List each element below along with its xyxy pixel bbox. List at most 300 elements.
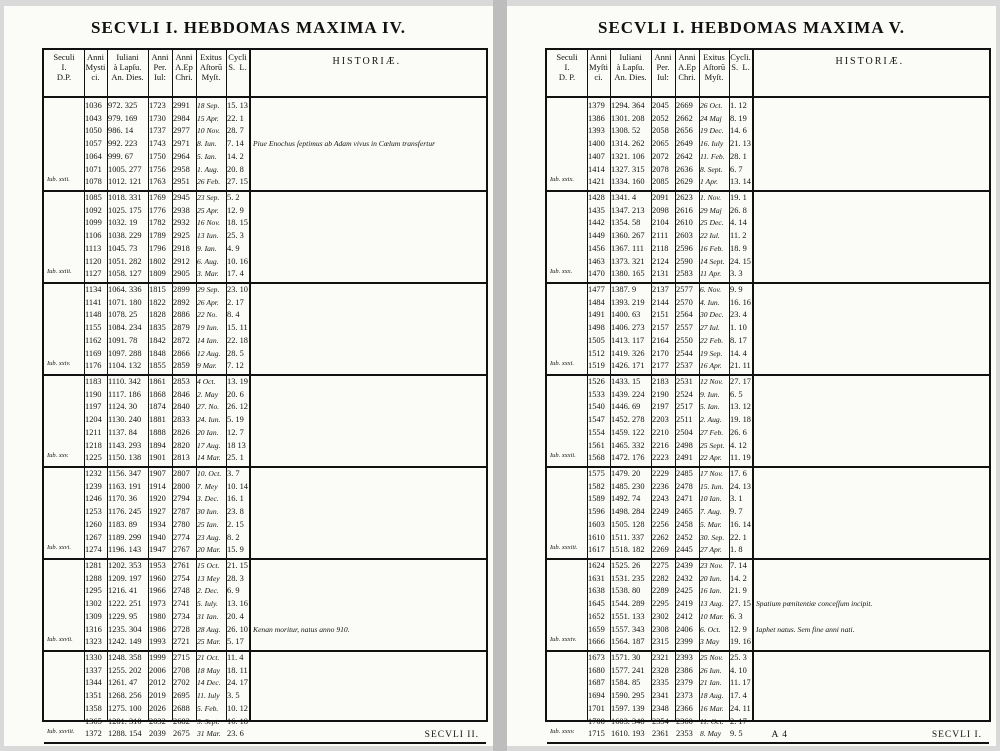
- table-cell: 2945: [173, 193, 190, 202]
- table-cell: 22 Iul.: [700, 231, 720, 241]
- table-cell: 1242. 149: [108, 637, 142, 647]
- table-cell: 2452: [676, 532, 693, 542]
- table-cell: 2091: [652, 193, 669, 202]
- table-cell: 28 Aug.: [197, 624, 221, 634]
- table-cell: 2964: [173, 151, 190, 161]
- table-cell: 2058: [652, 126, 669, 136]
- table-cell: 1078: [85, 177, 102, 187]
- table-cell: 28. 1: [730, 151, 747, 161]
- table-cell: 1590. 295: [611, 691, 645, 701]
- table-cell: 16. 16: [730, 297, 751, 307]
- table-cell: 10. Oct.: [197, 469, 222, 478]
- table-cell: 2151: [652, 310, 669, 320]
- table-cell: 2524: [676, 389, 693, 399]
- table-cell: 2912: [173, 256, 190, 266]
- jubilee-label: Iub. xxiv.: [47, 359, 71, 367]
- column-header: Anni Per. Iul:: [654, 52, 672, 82]
- table-cell: 1980: [149, 611, 166, 621]
- table-cell: 1274: [85, 545, 102, 555]
- table-cell: 2210: [652, 427, 669, 437]
- table-cell: 1547: [588, 415, 605, 425]
- table-cell: 1372: [85, 729, 102, 739]
- table-cell: 1209. 197: [108, 573, 142, 583]
- table-cell: 1554: [588, 427, 605, 437]
- table-cell: 2335: [652, 678, 669, 688]
- table-cell: 1222. 251: [108, 599, 142, 609]
- table-cell: 2019: [149, 691, 166, 701]
- table-cell: 2951: [173, 177, 190, 187]
- table-cell: 1413. 117: [611, 335, 645, 345]
- book-gutter: [493, 0, 507, 751]
- table-cell: 1848: [149, 348, 166, 358]
- table-cell: 2879: [173, 323, 190, 333]
- jubilee-label: Iub. xxxiv.: [550, 635, 577, 643]
- table-cell: 12 Nov.: [700, 377, 724, 386]
- table-cell: 30 Dec.: [700, 310, 724, 320]
- table-cell: 1124. 30: [108, 402, 138, 412]
- table-cell: 19. 1: [730, 193, 747, 202]
- table-cell: 1577. 241: [611, 665, 645, 675]
- table-cell: 1360. 267: [611, 231, 645, 241]
- table-cell: 2006: [149, 665, 166, 675]
- table-cell: 1505. 128: [611, 519, 645, 529]
- table-cell: 1485. 230: [611, 481, 645, 491]
- table-cell: 2840: [173, 402, 190, 412]
- table-cell: 2104: [652, 218, 669, 228]
- table-cell: 2445: [676, 545, 693, 555]
- footer-catchword: SECVLI I.: [931, 730, 982, 740]
- table-cell: 1295: [85, 586, 102, 596]
- table-cell: 1071: [85, 164, 102, 174]
- table-cell: 1927: [149, 507, 166, 517]
- table-cell: 18 Aug.: [700, 691, 724, 701]
- table-cell: 2399: [676, 637, 693, 647]
- table-cell: 1406. 273: [611, 323, 645, 333]
- historiae-title: HISTORIÆ.: [835, 56, 905, 67]
- table-cell: 1861: [149, 377, 166, 386]
- table-cell: 2393: [676, 653, 693, 662]
- table-cell: 13. 16: [227, 599, 248, 609]
- table-cell: 1426. 171: [611, 361, 645, 371]
- table-cell: 1638: [588, 586, 605, 596]
- table-cell: 1202. 353: [108, 561, 142, 570]
- table-cell: 1435: [588, 205, 605, 215]
- table-cell: 22 No.: [197, 310, 218, 320]
- table-cell: 2012: [149, 678, 166, 688]
- table-cell: 2807: [173, 469, 190, 478]
- table-cell: 1085: [85, 193, 102, 202]
- table-cell: 5. Iuly.: [197, 599, 218, 609]
- table-cell: 2958: [173, 164, 190, 174]
- table-cell: 2886: [173, 310, 190, 320]
- table-cell: 11 Apr.: [700, 269, 722, 279]
- table-cell: 29 Maj: [700, 205, 722, 215]
- table-cell: 26 Iun.: [700, 665, 722, 675]
- table-cell: 2741: [173, 599, 190, 609]
- table-cell: 1531. 235: [611, 573, 645, 583]
- table-cell: 5. Ian.: [700, 402, 720, 412]
- table-cell: 1400. 63: [611, 310, 641, 320]
- table-cell: 8. Sept.: [700, 164, 723, 174]
- table-cell: 2282: [652, 573, 669, 583]
- table-cell: 1036: [85, 101, 102, 110]
- table-cell: 14. 2: [730, 573, 747, 583]
- table-cell: 1373. 321: [611, 256, 645, 266]
- table-cell: 1150. 138: [108, 453, 142, 463]
- table-cell: 2354: [652, 716, 669, 726]
- table-cell: 1110. 342: [108, 377, 141, 386]
- table-cell: 20. 4: [227, 611, 244, 621]
- table-cell: 1597. 139: [611, 703, 645, 713]
- table-cell: 1465. 332: [611, 440, 645, 450]
- table-cell: 2085: [652, 177, 669, 187]
- table-cell: 11. Iuly: [197, 691, 220, 701]
- table-cell: 1920: [149, 494, 166, 504]
- table-cell: 2596: [676, 243, 693, 253]
- column-header: Exitus Aſtorū Myſt.: [199, 52, 223, 82]
- table-cell: 2216: [652, 440, 669, 450]
- table-cell: 8. 4: [227, 310, 240, 320]
- table-cell: 1993: [149, 637, 166, 647]
- table-cell: 20 Ian.: [197, 427, 219, 437]
- table-cell: 4. Iun.: [700, 297, 720, 307]
- table-cell: 16 Nov.: [197, 218, 221, 228]
- table-cell: 2. Dec.: [197, 586, 219, 596]
- table-cell: 1288: [85, 573, 102, 583]
- table-cell: 1986: [149, 624, 166, 634]
- table-cell: 23 Sep.: [197, 193, 220, 202]
- table-cell: 2256: [652, 519, 669, 529]
- table-cell: 1. Nov.: [700, 193, 722, 202]
- table-cell: 1018. 331: [108, 193, 142, 202]
- column-rule: [752, 50, 754, 720]
- table-cell: 1456: [588, 243, 605, 253]
- table-cell: 5. Ian.: [197, 151, 217, 161]
- table-cell: 2531: [676, 377, 693, 386]
- table-cell: 2471: [676, 494, 693, 504]
- table-cell: 1341. 4: [611, 193, 637, 202]
- table-cell: 1442: [588, 218, 605, 228]
- column-header: Seculi I. D. P.: [556, 52, 578, 82]
- table-cell: 18. 11: [227, 665, 248, 675]
- table-cell: 11. 17: [730, 678, 751, 688]
- table-cell: 12. 9: [730, 624, 747, 634]
- table-cell: 2144: [652, 297, 669, 307]
- table-cell: 2866: [173, 348, 190, 358]
- table-cell: 1855: [149, 361, 166, 371]
- table-cell: 1526: [588, 377, 605, 386]
- table-cell: 2564: [676, 310, 693, 320]
- table-cell: 4. 9: [227, 243, 240, 253]
- table-cell: 2675: [173, 729, 190, 739]
- table-cell: 1261. 47: [108, 678, 138, 688]
- table-cell: 2682: [173, 716, 190, 726]
- table-cell: 1354. 58: [611, 218, 641, 228]
- table-cell: 1433. 15: [611, 377, 641, 386]
- table-cell: 1492. 74: [611, 494, 641, 504]
- table-cell: 19. 16: [730, 637, 751, 647]
- table-cell: 2669: [676, 101, 693, 110]
- jubilee-label: Iub. xxv.: [47, 451, 69, 459]
- table-cell: 2026: [149, 703, 166, 713]
- table-cell: 24 Maj: [700, 113, 722, 123]
- table-cell: 1387. 9: [611, 285, 637, 294]
- table-cell: 6. 7: [730, 164, 743, 174]
- table-cell: 9. 5: [730, 729, 743, 739]
- table-cell: 1505: [588, 335, 605, 345]
- table-cell: 24. Iun.: [197, 415, 221, 425]
- table-cell: 2938: [173, 205, 190, 215]
- table-cell: 15. Iun.: [700, 481, 724, 491]
- table-cell: 2787: [173, 507, 190, 517]
- table-cell: 19. 18: [730, 415, 751, 425]
- table-cell: 11. 4: [227, 653, 244, 662]
- table-cell: 25 Apr.: [197, 205, 219, 215]
- table-cell: 1914: [149, 481, 166, 491]
- table-cell: 1260: [85, 519, 102, 529]
- table-cell: 2616: [676, 205, 693, 215]
- table-cell: 1248. 358: [108, 653, 142, 662]
- table-cell: 1294. 364: [611, 101, 645, 110]
- table-cell: 5. 2: [227, 193, 240, 202]
- table-cell: 1211: [85, 427, 102, 437]
- table-cell: 2262: [652, 532, 669, 542]
- table-cell: 25. 3: [227, 231, 244, 241]
- column-header: Anni A.Ep Chri.: [175, 52, 193, 82]
- table-cell: 1057: [85, 139, 102, 149]
- table-cell: 1045. 73: [108, 243, 138, 253]
- table-cell: 2. Aug.: [700, 415, 722, 425]
- table-cell: 2465: [676, 507, 693, 517]
- table-cell: 2570: [676, 297, 693, 307]
- table-cell: 21 Ian.: [700, 678, 722, 688]
- table-cell: 1582: [588, 481, 605, 491]
- history-note: Iaphet natus. Sem fine anni nati.: [756, 624, 855, 634]
- table-cell: 2183: [652, 377, 669, 386]
- table-cell: 2236: [652, 481, 669, 491]
- table-cell: 2032: [149, 716, 166, 726]
- table-cell: 1032. 19: [108, 218, 138, 228]
- table-cell: 2170: [652, 348, 669, 358]
- table-cell: 2544: [676, 348, 693, 358]
- table-cell: 1344: [85, 678, 102, 688]
- jubilee-label: Iub. xxiii.: [47, 267, 72, 275]
- historiae-title: HISTORIÆ.: [332, 56, 402, 67]
- table-cell: 2794: [173, 494, 190, 504]
- table-cell: 18. 9: [730, 243, 747, 253]
- table-cell: 2688: [173, 703, 190, 713]
- table-cell: 14 Mar.: [197, 453, 221, 463]
- table-cell: 1367. 111: [611, 243, 644, 253]
- table-cell: 1960: [149, 573, 166, 583]
- table-cell: 1610: [588, 532, 605, 542]
- table-cell: 1113: [85, 243, 102, 253]
- table-cell: 3. 7: [227, 469, 240, 478]
- table-cell: 18 13: [227, 440, 246, 450]
- table-cell: 2295: [652, 599, 669, 609]
- footer-signature: A 4: [771, 730, 788, 740]
- table-cell: 17 Aug.: [197, 440, 221, 450]
- table-cell: 2065: [652, 139, 669, 149]
- table-cell: 2. 17: [227, 297, 244, 307]
- table-cell: 4 Oct.: [197, 377, 216, 386]
- table-cell: 2118: [652, 243, 669, 253]
- table-cell: 1281: [85, 561, 102, 570]
- table-cell: 1130. 240: [108, 415, 142, 425]
- table-cell: 1104. 132: [108, 361, 142, 371]
- table-cell: 1196. 143: [108, 545, 142, 555]
- table-cell: 1316: [85, 624, 102, 634]
- table-cell: 2419: [676, 599, 693, 609]
- table-cell: 1575: [588, 469, 605, 478]
- table-cell: 2721: [173, 637, 190, 647]
- table-cell: 1337: [85, 665, 102, 675]
- table-cell: 1617: [588, 545, 605, 555]
- table-cell: 28. 7: [227, 126, 244, 136]
- table-cell: 4. 12: [730, 440, 747, 450]
- table-cell: 1561: [588, 440, 605, 450]
- table-cell: 1603: [588, 519, 605, 529]
- table-cell: 4. 10: [730, 665, 747, 675]
- table-cell: 2. 17: [730, 716, 747, 726]
- header-rule: [44, 96, 486, 98]
- table-cell: 26 Apr.: [197, 297, 219, 307]
- table-cell: 3. 1: [730, 494, 743, 504]
- table-cell: 2899: [173, 285, 190, 294]
- table-cell: 27 Apr.: [700, 545, 722, 555]
- table-cell: 27 Feb.: [700, 427, 724, 437]
- table-cell: 6. Oct.: [700, 624, 721, 634]
- table-cell: 1064: [85, 151, 102, 161]
- table-cell: 1. Aug.: [197, 164, 219, 174]
- table-cell: 2289: [652, 586, 669, 596]
- table-cell: 2478: [676, 481, 693, 491]
- table-cell: 1743: [149, 139, 166, 149]
- table-cell: 22 Feb.: [700, 335, 724, 345]
- table-cell: 3. Sept.: [197, 716, 220, 726]
- table-cell: 1822: [149, 297, 166, 307]
- table-cell: 6. Nov.: [700, 285, 722, 294]
- table-cell: 1. 10: [730, 323, 747, 333]
- table-cell: 1694: [588, 691, 605, 701]
- table-cell: 1137. 84: [108, 427, 138, 437]
- column-header: Exitus Aſtorū Myſt.: [702, 52, 726, 82]
- table-cell: 1099: [85, 218, 102, 228]
- table-cell: 1393. 219: [611, 297, 645, 307]
- table-cell: 2820: [173, 440, 190, 450]
- table-cell: 1723: [149, 101, 166, 110]
- table-cell: 27. 17: [730, 377, 751, 386]
- table-cell: 23. 4: [730, 310, 747, 320]
- table-cell: 2353: [676, 729, 693, 739]
- table-cell: 1934: [149, 519, 166, 529]
- table-cell: 25 Ian.: [197, 519, 219, 529]
- table-cell: 16 Ian.: [700, 586, 722, 596]
- table-cell: 2872: [173, 335, 190, 345]
- table-cell: 27. No.: [197, 402, 220, 412]
- table-cell: 17. 4: [227, 269, 244, 279]
- table-cell: 24. 13: [730, 481, 751, 491]
- table-cell: 1828: [149, 310, 166, 320]
- group-rule: [44, 742, 486, 744]
- table-cell: 1365: [85, 716, 102, 726]
- table-cell: 8. 19: [730, 113, 747, 123]
- table-cell: 2991: [173, 101, 190, 110]
- table-cell: 1218: [85, 440, 102, 450]
- table-cell: 2932: [173, 218, 190, 228]
- table-cell: 29 Sep.: [197, 285, 220, 294]
- table-cell: 2977: [173, 126, 190, 136]
- table-cell: 1078. 25: [108, 310, 138, 320]
- table-cell: 1347. 213: [611, 205, 645, 215]
- table-cell: 1533: [588, 389, 605, 399]
- table-cell: 20 Iun.: [700, 573, 722, 583]
- table-cell: 8. 17: [730, 335, 747, 345]
- table-cell: 8. 2: [227, 532, 240, 542]
- table-cell: 6. 9: [227, 586, 240, 596]
- table-cell: 18 Sep.: [197, 101, 220, 110]
- table-cell: 14 Dec.: [197, 678, 221, 688]
- table-cell: 2190: [652, 389, 669, 399]
- table-cell: 1225: [85, 453, 102, 463]
- table-cell: 2269: [652, 545, 669, 555]
- table-cell: 999. 67: [108, 151, 134, 161]
- table-cell: 2925: [173, 231, 190, 241]
- table-cell: 1673: [588, 653, 605, 662]
- table-cell: 15. 13: [227, 101, 248, 110]
- table-cell: 1940: [149, 532, 166, 542]
- table-cell: 2360: [676, 716, 693, 726]
- table-cell: 1162: [85, 335, 102, 345]
- jubilee-label: Iub. xxix.: [550, 175, 575, 183]
- table-cell: 3. Dec.: [197, 494, 219, 504]
- jubilee-label: Iub. xxxi.: [550, 359, 575, 367]
- left-page: [4, 6, 493, 746]
- table-cell: 1117. 186: [108, 389, 141, 399]
- table-cell: 1708: [588, 716, 605, 726]
- table-cell: 1309: [85, 611, 102, 621]
- table-cell: 2734: [173, 611, 190, 621]
- table-cell: 1789: [149, 231, 166, 241]
- table-cell: 9. 7: [730, 507, 743, 517]
- table-cell: 21. 9: [730, 586, 747, 596]
- table-cell: 1564. 187: [611, 637, 645, 647]
- table-cell: 7. 12: [227, 361, 244, 371]
- table-cell: 1874: [149, 402, 166, 412]
- history-note: Piue Enochus ſeptimus ab Adam vivus in Cœlum transfertur: [253, 139, 436, 149]
- table-cell: 3 May: [700, 637, 720, 647]
- table-cell: 1267: [85, 532, 102, 542]
- table-cell: 1701: [588, 703, 605, 713]
- table-cell: 2308: [652, 624, 669, 634]
- table-cell: 2137: [652, 285, 669, 294]
- table-cell: 25. 3: [730, 653, 747, 662]
- table-cell: 1327. 315: [611, 164, 645, 174]
- table-cell: 25 Sept.: [700, 440, 725, 450]
- table-cell: 1680: [588, 665, 605, 675]
- table-cell: 2315: [652, 637, 669, 647]
- table-cell: 15. 11: [227, 323, 248, 333]
- table-cell: 1330: [85, 653, 102, 662]
- table-cell: 1301. 208: [611, 113, 645, 123]
- table-cell: 19 Sep.: [700, 348, 723, 358]
- table-cell: 14. 2: [227, 151, 244, 161]
- table-cell: 2504: [676, 427, 693, 437]
- table-cell: 2. May: [197, 389, 219, 399]
- table-cell: 2249: [652, 507, 669, 517]
- table-cell: 2328: [652, 665, 669, 675]
- table-cell: 1421: [588, 177, 605, 187]
